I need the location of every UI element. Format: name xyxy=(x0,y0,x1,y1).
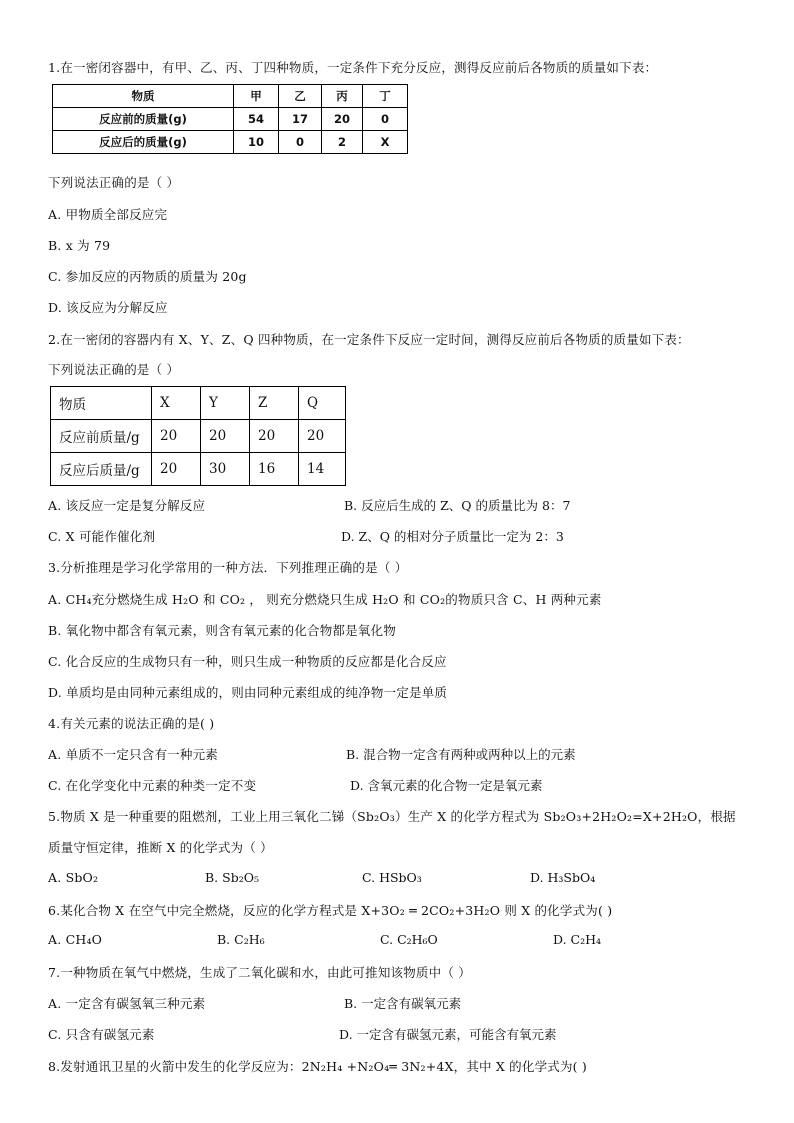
table-cell: 20 xyxy=(152,420,201,453)
table-cell: 30 xyxy=(201,453,250,486)
q1-table xyxy=(52,84,408,154)
table-cell: 反应后的质量(g) xyxy=(53,131,234,154)
q7-option-b: B. 一定含有碳氧元素 xyxy=(344,996,462,1011)
q6-option-c: C. C₂H₆O xyxy=(380,932,438,947)
table-cell: 54 xyxy=(234,108,279,131)
q5-stem: 5.物质 X 是一种重要的阻燃剂，工业上用三氧化二锑（Sb₂O₃）生产 X 的化学方程式为 Sb₂O₃+2H₂O₂=X+2H₂O，根据 xyxy=(48,809,736,824)
q2-option-a: A. 该反应一定是复分解反应 xyxy=(48,498,206,513)
q1-option-a: A. 甲物质全部反应完 xyxy=(48,207,168,222)
q6-option-d: D. C₂H₄ xyxy=(553,932,602,947)
q6-option-a: A. CH₄O xyxy=(48,932,103,947)
q2-stem: 2.在一密闭的容器内有 X、Y、Z、Q 四种物质，在一定条件下反应一定时间，测得反应前后各物质的质量如下表： xyxy=(48,332,690,347)
table-cell: 甲 xyxy=(234,85,279,108)
q7-stem: 7.一种物质在氧气中燃烧，生成了二氧化碳和水，由此可推知该物质中（ ） xyxy=(48,965,471,980)
q5-option-b: B. Sb₂O₅ xyxy=(205,870,259,885)
q5-option-a: A. SbO₂ xyxy=(48,870,99,885)
table-row xyxy=(53,85,408,108)
q6-option-b: B. C₂H₆ xyxy=(217,932,265,947)
table-cell: Z xyxy=(250,387,299,420)
table-cell: 10 xyxy=(234,131,279,154)
q1-option-b: B. x 为 79 xyxy=(48,238,111,253)
q5-option-d: D. H₃SbO₄ xyxy=(530,870,596,885)
q1-prompt: 下列说法正确的是（ ） xyxy=(48,175,180,190)
q2-option-c: C. X 可能作催化剂 xyxy=(48,529,156,544)
table-row xyxy=(51,420,346,453)
table-cell: X xyxy=(363,131,408,154)
q1-stem: 1.在一密闭容器中，有甲、乙、丙、丁四种物质，一定条件下充分反应，测得反应前后各物质的质量如下表： xyxy=(48,60,658,75)
q1-option-d: D. 该反应为分解反应 xyxy=(48,300,168,315)
table-cell: 0 xyxy=(279,131,322,154)
q1-option-c: C. 参加反应的丙物质的质量为 20g xyxy=(48,269,247,284)
q6-stem: 6.某化合物 X 在空气中完全燃烧，反应的化学方程式是 X+3O₂ ═ 2CO₂+3H₂O 则 X 的化学式为( ) xyxy=(48,903,613,918)
table-cell: 丙 xyxy=(322,85,363,108)
table-row xyxy=(51,387,346,420)
table-cell: 17 xyxy=(279,108,322,131)
table-cell: 反应后质量/g xyxy=(51,453,152,486)
q4-option-d: D. 含氧元素的化合物一定是氧元素 xyxy=(350,778,543,793)
q2-option-b: B. 反应后生成的 Z、Q 的质量比为 8：7 xyxy=(344,498,571,513)
q5-stem-continued: 质量守恒定律，推断 X 的化学式为（ ） xyxy=(48,840,273,855)
q5-option-c: C. HSbO₃ xyxy=(362,870,422,885)
q2-option-d: D. Z、Q 的相对分子质量比一定为 2：3 xyxy=(341,529,564,544)
q2-table xyxy=(50,386,346,486)
q3-option-c: C. 化合反应的生成物只有一种，则只生成一种物质的反应都是化合反应 xyxy=(48,654,447,669)
q3-option-d: D. 单质均是由同种元素组成的，则由同种元素组成的纯净物一定是单质 xyxy=(48,685,448,700)
q4-option-c: C. 在化学变化中元素的种类一定不变 xyxy=(48,778,257,793)
q2-prompt: 下列说法正确的是（ ） xyxy=(48,362,180,377)
table-cell: 20 xyxy=(250,420,299,453)
table-row xyxy=(53,131,408,154)
table-cell: 物质 xyxy=(53,85,234,108)
table-cell: Q xyxy=(299,387,346,420)
table-cell: X xyxy=(152,387,201,420)
table-row xyxy=(53,108,408,131)
q7-option-a: A. 一定含有碳氢氧三种元素 xyxy=(48,996,206,1011)
q4-option-b: B. 混合物一定含有两种或两种以上的元素 xyxy=(346,747,576,762)
q3-stem: 3.分析推理是学习化学常用的一种方法．下列推理正确的是（ ） xyxy=(48,560,408,575)
table-cell: 16 xyxy=(250,453,299,486)
table-cell: 0 xyxy=(363,108,408,131)
table-cell: 反应前的质量(g) xyxy=(53,108,234,131)
table-cell: 反应前质量/g xyxy=(51,420,152,453)
q4-option-a: A. 单质不一定只含有一种元素 xyxy=(48,747,218,762)
q7-option-c: C. 只含有碳氢元素 xyxy=(48,1027,155,1042)
table-cell: 20 xyxy=(201,420,250,453)
q8-stem: 8.发射通讯卫星的火箭中发生的化学反应为：2N₂H₄ +N₂O₄═ 3N₂+4X，其中 X 的化学式为( ) xyxy=(48,1059,587,1074)
table-cell: Y xyxy=(201,387,250,420)
table-cell: 20 xyxy=(152,453,201,486)
q4-stem: 4.有关元素的说法正确的是( ) xyxy=(48,716,215,731)
q7-option-d: D. 一定含有碳氢元素，可能含有氧元素 xyxy=(339,1027,557,1042)
q3-option-b: B. 氧化物中都含有氧元素，则含有氧元素的化合物都是氧化物 xyxy=(48,623,396,638)
table-row xyxy=(51,453,346,486)
table-cell: 20 xyxy=(322,108,363,131)
table-cell: 丁 xyxy=(363,85,408,108)
q3-option-a: A. CH₄充分燃烧生成 H₂O 和 CO₂ ， 则充分燃烧只生成 H₂O 和 CO₂的物质只含 C、H 两种元素 xyxy=(48,592,602,607)
table-cell: 乙 xyxy=(279,85,322,108)
table-cell: 14 xyxy=(299,453,346,486)
table-cell: 物质 xyxy=(51,387,152,420)
table-cell: 20 xyxy=(299,420,346,453)
table-cell: 2 xyxy=(322,131,363,154)
